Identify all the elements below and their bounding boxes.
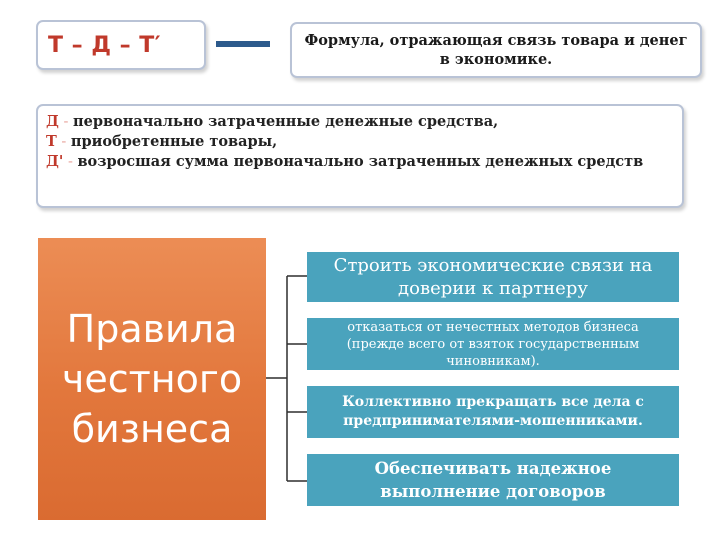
legend-symbol: Т: [46, 133, 57, 150]
legend-symbol: Д': [46, 153, 64, 170]
legend-dash: -: [58, 114, 74, 130]
rule-item: [307, 252, 679, 302]
rule-item: [307, 454, 679, 506]
rule-item: [307, 318, 679, 370]
rule-text: Строить экономические связи на доверии к партнеру: [333, 255, 653, 299]
rule-text: Коллективно прекращать все дела с предпринимателями-мошенниками.: [342, 394, 644, 429]
legend-text: первоначально затраченные денежные средства,: [73, 113, 499, 130]
rule-item: [307, 386, 679, 438]
legend-text: приобретенные товары,: [70, 133, 278, 150]
legend-dash: -: [63, 154, 78, 170]
legend-text: возросшая сумма первоначально затраченных денежных средств: [77, 153, 644, 170]
formula-description: Формула, отражающая связь товара и денег в экономике.: [304, 32, 688, 68]
rule-text: отказаться от нечестных методов бизнеса (прежде всего от взяток государственным чиновникам).: [346, 319, 640, 369]
rule-text: Обеспечивать надежное выполнение договоров: [374, 459, 612, 501]
legend-dash: -: [56, 134, 71, 150]
rules-title: Правила честного бизнеса: [61, 307, 243, 451]
legend-symbol: Д: [46, 113, 59, 130]
formula-text: Т – Д – Т′: [48, 32, 162, 58]
